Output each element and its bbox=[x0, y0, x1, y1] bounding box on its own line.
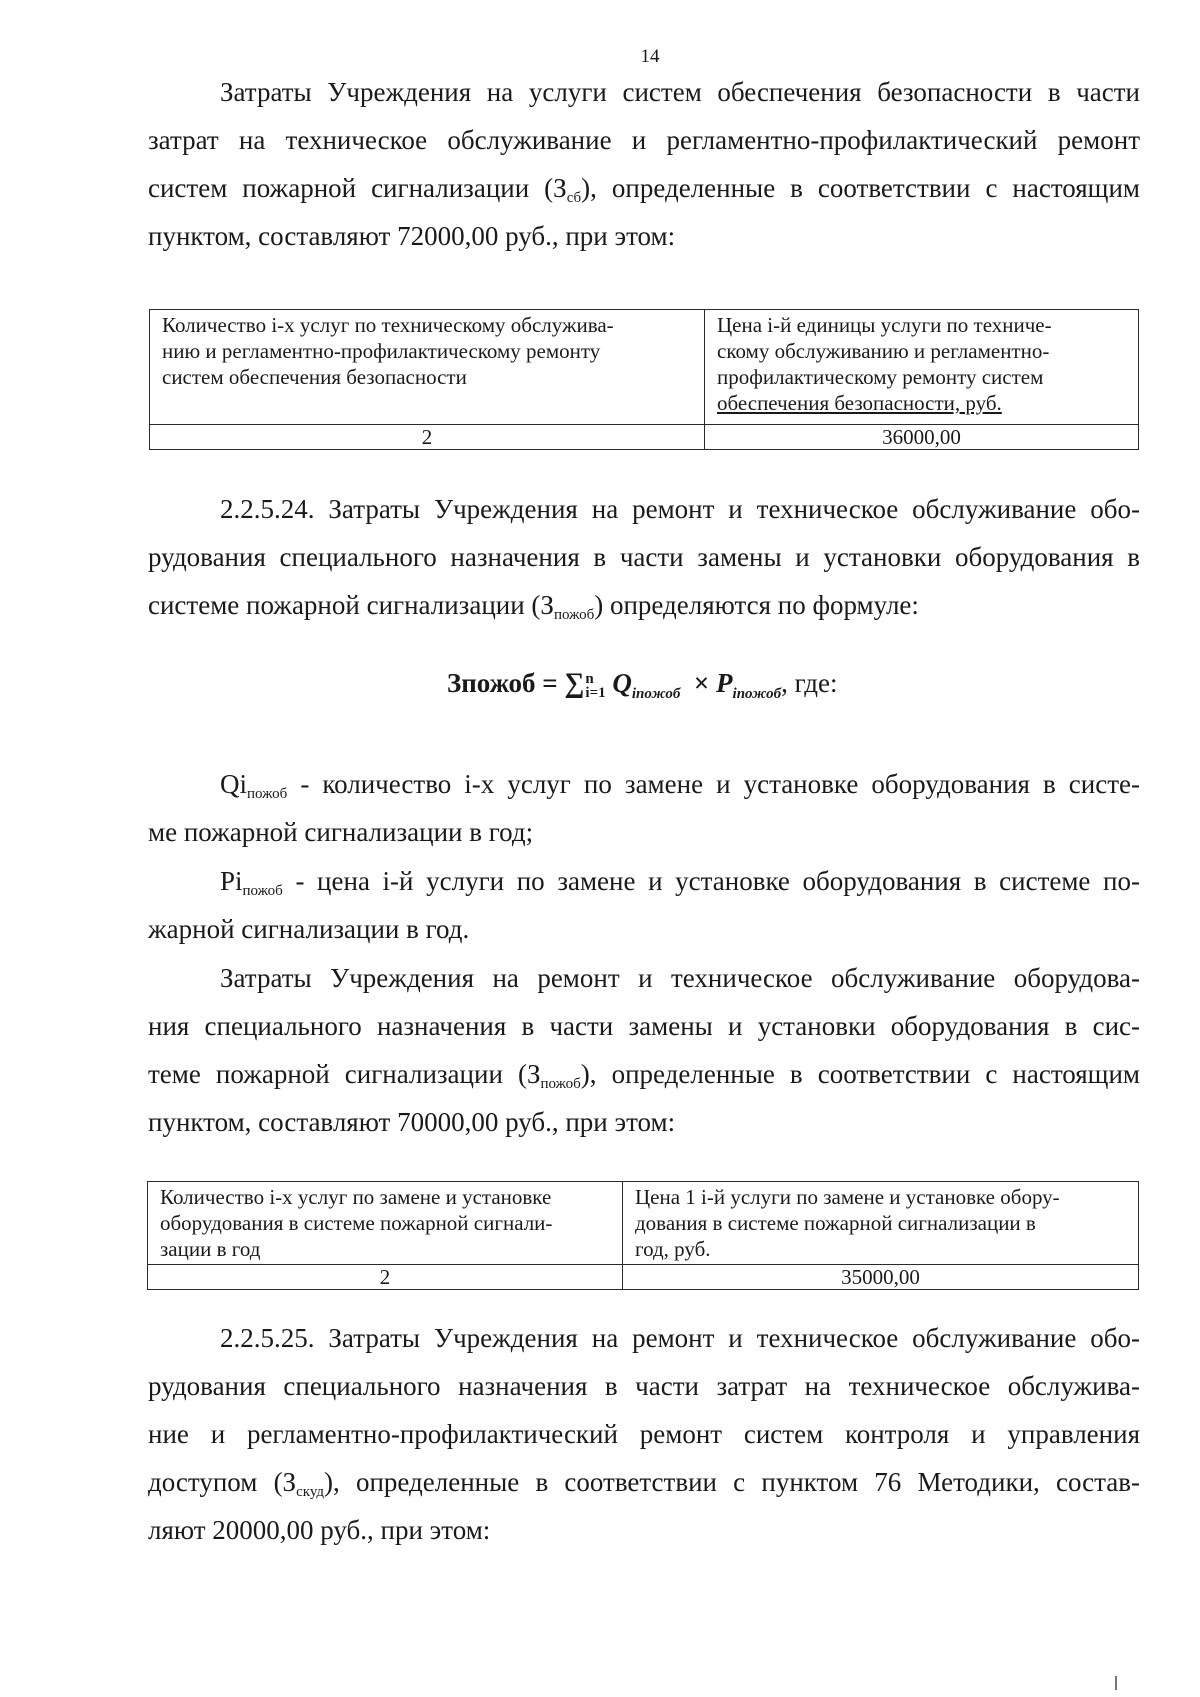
text-line: 2.2.5.25. Затраты Учреждения на ремонт и техническое обслуживание обо- bbox=[220, 1323, 1140, 1353]
text-line: доступом $(З_{скуд})$, определенные в соответствии с пунктом 76 Методики, состав- bbox=[148, 1467, 1140, 1500]
subscript: пожоб bbox=[553, 607, 595, 623]
table-row bbox=[150, 425, 1139, 450]
text-line: ляют 20000,00 руб., при этом: bbox=[148, 1515, 491, 1545]
text-line: жарной сигнализации в год. bbox=[148, 914, 470, 944]
definition-p bbox=[148, 857, 1140, 953]
header-quantity: Количество i-х услуг по замене и установке оборудования в системе пожарной сигнали- зации в год bbox=[148, 1182, 623, 1265]
text-line: $Qi_{пожоб}$ - количество i-х услуг по замене и установке оборудования в систе- bbox=[220, 769, 1140, 802]
paragraph-security-systems-cost bbox=[148, 68, 1140, 260]
table-header-row bbox=[148, 1182, 1139, 1265]
text-line: 2.2.5.24. Затраты Учреждения на ремонт и техническое обслуживание обо- bbox=[220, 494, 1140, 524]
text-line: ме пожарной сигнализации в год; bbox=[148, 817, 534, 847]
paragraph-2-2-5-24 bbox=[148, 485, 1140, 629]
text-line: систем пожарной сигнализации $(З_{сб})$, определенные в соответствии с настоящим bbox=[148, 173, 1141, 206]
page-number: 14 bbox=[640, 46, 660, 67]
text-line: рудования специального назначения в части замены и установки оборудования в bbox=[148, 542, 1140, 572]
paragraph-2-2-5-25 bbox=[148, 1314, 1140, 1554]
table-row bbox=[148, 1265, 1139, 1290]
subscript: пожоб bbox=[540, 1076, 581, 1092]
text-line: системе пожарной сигнализации $(З_{пожоб})$ определяются по формуле: bbox=[148, 590, 919, 623]
text-line: пунктом, составляют 72000,00 руб., при этом: bbox=[148, 221, 676, 251]
text-line: теме пожарной сигнализации $(З_{пожоб})$, определенные в соответствии с настоящим bbox=[148, 1059, 1140, 1092]
text-line: $Pi_{пожоб}$ - цена i-й услуги по замене и установке оборудования в системе по- bbox=[220, 866, 1140, 899]
text-line: затрат на техническое обслуживание и регламентно-профилактический ремонт bbox=[148, 125, 1140, 155]
header-quantity: Количество i-х услуг по техническому обслужива- нию и регламентно-профилактическому ремонту систем обеспечения безопасности bbox=[150, 310, 705, 425]
header-price: Цена 1 i-й услуги по замене и установке обору- дования в системе пожарной сигнализации в год, руб. bbox=[623, 1182, 1139, 1265]
subscript: сб bbox=[566, 190, 582, 206]
cell-quantity: 2 bbox=[148, 1265, 623, 1290]
paragraph-fire-alarm-cost bbox=[148, 954, 1140, 1146]
cell-quantity: 2 bbox=[150, 425, 705, 450]
text-line: ния специального назначения в части замены и установки оборудования в сис- bbox=[148, 1011, 1140, 1041]
table-fire-alarm-replacement bbox=[147, 1181, 1139, 1290]
definition-q bbox=[148, 760, 1140, 856]
cost-formula: Зпожоб = ∑ n i=1 $Q_{iпожоб} \times P_{iпожоб}$, где: bbox=[447, 668, 838, 702]
text-line: Затраты Учреждения на ремонт и техническое обслуживание оборудова- bbox=[220, 963, 1140, 993]
text-line: пунктом, составляют 70000,00 руб., при этом: bbox=[148, 1107, 676, 1137]
sum-symbol: ∑ bbox=[564, 668, 585, 699]
text-line: Затраты Учреждения на услуги систем обеспечения безопасности в части bbox=[220, 77, 1140, 107]
table-security-maintenance bbox=[149, 309, 1139, 450]
cell-price: 36000,00 bbox=[705, 425, 1139, 450]
header-price: Цена i-й единицы услуги по техниче- скому обслуживанию и регламентно- профилактическому ремонту систем обеспечения безопасности, руб. bbox=[705, 310, 1139, 425]
text-line: ние и регламентно-профилактический ремонт систем контроля и управления bbox=[148, 1419, 1140, 1449]
subscript: скуд bbox=[296, 1484, 325, 1500]
scan-artifact bbox=[1115, 1676, 1117, 1690]
text-line: рудования специального назначения в части затрат на техническое обслужива- bbox=[148, 1371, 1140, 1401]
cell-price: 35000,00 bbox=[623, 1265, 1139, 1290]
table-header-row bbox=[150, 310, 1139, 425]
